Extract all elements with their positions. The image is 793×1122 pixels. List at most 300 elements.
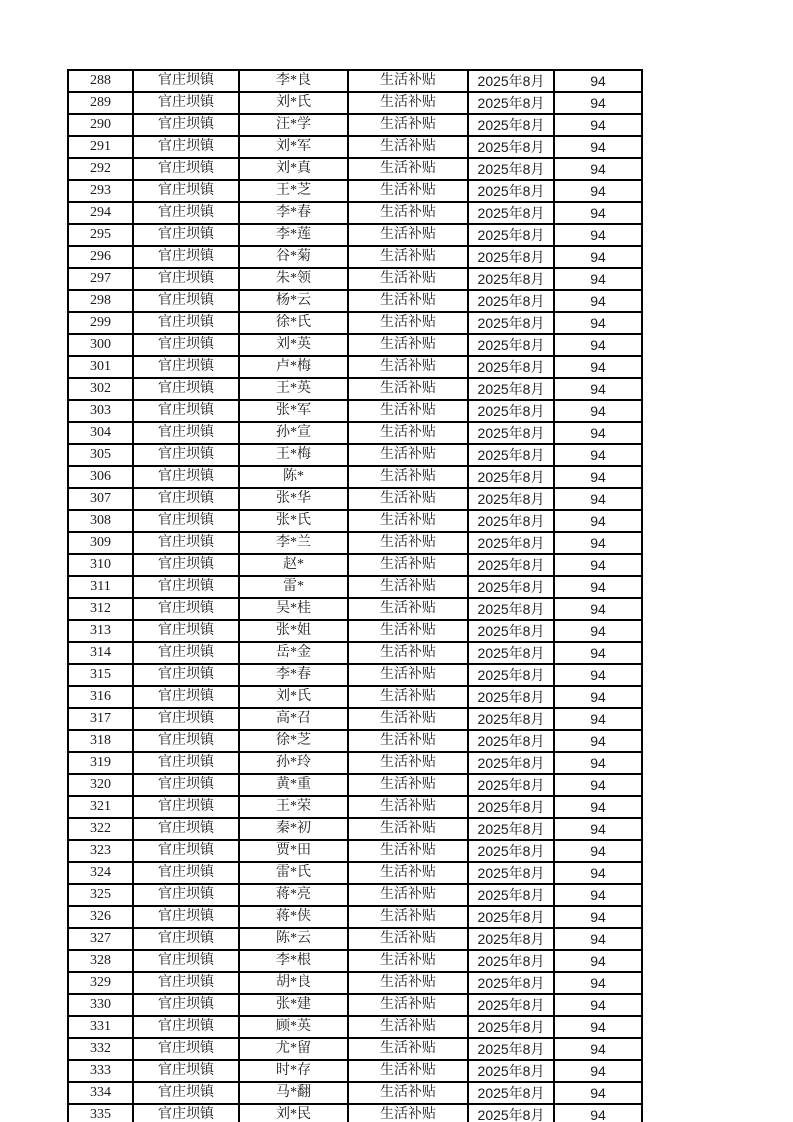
amount-cell: 94 [554, 400, 642, 422]
seq-cell: 302 [68, 378, 133, 400]
name-cell: 孙*玲 [239, 752, 348, 774]
seq-cell: 289 [68, 92, 133, 114]
month-cell: 2025年8月 [468, 884, 554, 906]
amount-cell: 94 [554, 378, 642, 400]
seq-cell: 322 [68, 818, 133, 840]
amount-cell: 94 [554, 840, 642, 862]
name-cell: 李*春 [239, 664, 348, 686]
seq-cell: 301 [68, 356, 133, 378]
name-cell: 李*春 [239, 202, 348, 224]
table-row [68, 906, 642, 928]
town-cell: 官庄坝镇 [133, 862, 239, 884]
amount-cell: 94 [554, 466, 642, 488]
subsidy-table [67, 69, 643, 1122]
name-cell: 刘*英 [239, 334, 348, 356]
table-row [68, 950, 642, 972]
month-cell: 2025年8月 [468, 378, 554, 400]
table-row [68, 818, 642, 840]
town-cell: 官庄坝镇 [133, 488, 239, 510]
town-cell: 官庄坝镇 [133, 774, 239, 796]
month-cell: 2025年8月 [468, 466, 554, 488]
subsidy_type-cell: 生活补贴 [348, 686, 468, 708]
seq-cell: 320 [68, 774, 133, 796]
name-cell: 陈*云 [239, 928, 348, 950]
month-cell: 2025年8月 [468, 70, 554, 92]
town-cell: 官庄坝镇 [133, 290, 239, 312]
amount-cell: 94 [554, 422, 642, 444]
name-cell: 时*存 [239, 1060, 348, 1082]
town-cell: 官庄坝镇 [133, 620, 239, 642]
amount-cell: 94 [554, 796, 642, 818]
town-cell: 官庄坝镇 [133, 444, 239, 466]
table-row [68, 928, 642, 950]
seq-cell: 317 [68, 708, 133, 730]
table-row [68, 1016, 642, 1038]
subsidy_type-cell: 生活补贴 [348, 950, 468, 972]
seq-cell: 311 [68, 576, 133, 598]
subsidy_type-cell: 生活补贴 [348, 246, 468, 268]
seq-cell: 305 [68, 444, 133, 466]
name-cell: 刘*真 [239, 158, 348, 180]
subsidy_type-cell: 生活补贴 [348, 972, 468, 994]
amount-cell: 94 [554, 686, 642, 708]
month-cell: 2025年8月 [468, 818, 554, 840]
table-row [68, 1104, 642, 1122]
table-row [68, 708, 642, 730]
month-cell: 2025年8月 [468, 642, 554, 664]
name-cell: 蒋*侠 [239, 906, 348, 928]
amount-cell: 94 [554, 488, 642, 510]
name-cell: 秦*初 [239, 818, 348, 840]
name-cell: 张*氏 [239, 510, 348, 532]
name-cell: 徐*芝 [239, 730, 348, 752]
town-cell: 官庄坝镇 [133, 466, 239, 488]
amount-cell: 94 [554, 246, 642, 268]
amount-cell: 94 [554, 510, 642, 532]
amount-cell: 94 [554, 444, 642, 466]
month-cell: 2025年8月 [468, 598, 554, 620]
table-row [68, 268, 642, 290]
town-cell: 官庄坝镇 [133, 356, 239, 378]
table-row [68, 378, 642, 400]
amount-cell: 94 [554, 554, 642, 576]
subsidy_type-cell: 生活补贴 [348, 202, 468, 224]
table-row [68, 70, 642, 92]
town-cell: 官庄坝镇 [133, 1104, 239, 1122]
name-cell: 杨*云 [239, 290, 348, 312]
month-cell: 2025年8月 [468, 664, 554, 686]
town-cell: 官庄坝镇 [133, 246, 239, 268]
month-cell: 2025年8月 [468, 532, 554, 554]
name-cell: 雷* [239, 576, 348, 598]
amount-cell: 94 [554, 620, 642, 642]
month-cell: 2025年8月 [468, 114, 554, 136]
town-cell: 官庄坝镇 [133, 994, 239, 1016]
amount-cell: 94 [554, 818, 642, 840]
name-cell: 贾*田 [239, 840, 348, 862]
table-row [68, 994, 642, 1016]
amount-cell: 94 [554, 202, 642, 224]
month-cell: 2025年8月 [468, 1016, 554, 1038]
town-cell: 官庄坝镇 [133, 334, 239, 356]
subsidy_type-cell: 生活补贴 [348, 730, 468, 752]
subsidy_type-cell: 生活补贴 [348, 92, 468, 114]
town-cell: 官庄坝镇 [133, 180, 239, 202]
amount-cell: 94 [554, 708, 642, 730]
amount-cell: 94 [554, 906, 642, 928]
subsidy_type-cell: 生活补贴 [348, 488, 468, 510]
seq-cell: 333 [68, 1060, 133, 1082]
month-cell: 2025年8月 [468, 774, 554, 796]
town-cell: 官庄坝镇 [133, 1060, 239, 1082]
amount-cell: 94 [554, 1060, 642, 1082]
town-cell: 官庄坝镇 [133, 1082, 239, 1104]
name-cell: 蒋*亮 [239, 884, 348, 906]
town-cell: 官庄坝镇 [133, 158, 239, 180]
name-cell: 张*华 [239, 488, 348, 510]
month-cell: 2025年8月 [468, 708, 554, 730]
subsidy_type-cell: 生活补贴 [348, 70, 468, 92]
town-cell: 官庄坝镇 [133, 664, 239, 686]
seq-cell: 318 [68, 730, 133, 752]
town-cell: 官庄坝镇 [133, 972, 239, 994]
amount-cell: 94 [554, 1082, 642, 1104]
seq-cell: 319 [68, 752, 133, 774]
table-row [68, 730, 642, 752]
name-cell: 王*英 [239, 378, 348, 400]
name-cell: 胡*良 [239, 972, 348, 994]
name-cell: 李*良 [239, 70, 348, 92]
name-cell: 张*军 [239, 400, 348, 422]
table-row [68, 686, 642, 708]
subsidy_type-cell: 生活补贴 [348, 1082, 468, 1104]
town-cell: 官庄坝镇 [133, 224, 239, 246]
name-cell: 朱*领 [239, 268, 348, 290]
table-row [68, 532, 642, 554]
month-cell: 2025年8月 [468, 1104, 554, 1122]
seq-cell: 323 [68, 840, 133, 862]
amount-cell: 94 [554, 158, 642, 180]
month-cell: 2025年8月 [468, 334, 554, 356]
month-cell: 2025年8月 [468, 1038, 554, 1060]
amount-cell: 94 [554, 224, 642, 246]
table-row [68, 840, 642, 862]
amount-cell: 94 [554, 730, 642, 752]
amount-cell: 94 [554, 136, 642, 158]
subsidy_type-cell: 生活补贴 [348, 268, 468, 290]
town-cell: 官庄坝镇 [133, 906, 239, 928]
amount-cell: 94 [554, 928, 642, 950]
subsidy_type-cell: 生活补贴 [348, 444, 468, 466]
seq-cell: 307 [68, 488, 133, 510]
seq-cell: 324 [68, 862, 133, 884]
subsidy_type-cell: 生活补贴 [348, 796, 468, 818]
town-cell: 官庄坝镇 [133, 70, 239, 92]
month-cell: 2025年8月 [468, 136, 554, 158]
name-cell: 刘*氏 [239, 92, 348, 114]
name-cell: 汪*学 [239, 114, 348, 136]
month-cell: 2025年8月 [468, 862, 554, 884]
month-cell: 2025年8月 [468, 796, 554, 818]
seq-cell: 303 [68, 400, 133, 422]
month-cell: 2025年8月 [468, 620, 554, 642]
subsidy_type-cell: 生活补贴 [348, 620, 468, 642]
name-cell: 刘*军 [239, 136, 348, 158]
subsidy_type-cell: 生活补贴 [348, 752, 468, 774]
subsidy_type-cell: 生活补贴 [348, 378, 468, 400]
table-row [68, 246, 642, 268]
month-cell: 2025年8月 [468, 202, 554, 224]
name-cell: 卢*梅 [239, 356, 348, 378]
name-cell: 王*梅 [239, 444, 348, 466]
amount-cell: 94 [554, 268, 642, 290]
seq-cell: 316 [68, 686, 133, 708]
name-cell: 张*建 [239, 994, 348, 1016]
town-cell: 官庄坝镇 [133, 686, 239, 708]
table-row [68, 576, 642, 598]
subsidy_type-cell: 生活补贴 [348, 510, 468, 532]
month-cell: 2025年8月 [468, 840, 554, 862]
month-cell: 2025年8月 [468, 312, 554, 334]
table-row [68, 400, 642, 422]
seq-cell: 299 [68, 312, 133, 334]
month-cell: 2025年8月 [468, 444, 554, 466]
name-cell: 王*芝 [239, 180, 348, 202]
town-cell: 官庄坝镇 [133, 818, 239, 840]
town-cell: 官庄坝镇 [133, 642, 239, 664]
town-cell: 官庄坝镇 [133, 708, 239, 730]
seq-cell: 306 [68, 466, 133, 488]
amount-cell: 94 [554, 950, 642, 972]
town-cell: 官庄坝镇 [133, 378, 239, 400]
table-row [68, 422, 642, 444]
amount-cell: 94 [554, 642, 642, 664]
town-cell: 官庄坝镇 [133, 114, 239, 136]
table-row [68, 334, 642, 356]
town-cell: 官庄坝镇 [133, 136, 239, 158]
month-cell: 2025年8月 [468, 752, 554, 774]
amount-cell: 94 [554, 92, 642, 114]
table-row [68, 598, 642, 620]
name-cell: 岳*金 [239, 642, 348, 664]
month-cell: 2025年8月 [468, 554, 554, 576]
seq-cell: 314 [68, 642, 133, 664]
town-cell: 官庄坝镇 [133, 1016, 239, 1038]
subsidy_type-cell: 生活补贴 [348, 180, 468, 202]
subsidy_type-cell: 生活补贴 [348, 422, 468, 444]
subsidy_type-cell: 生活补贴 [348, 114, 468, 136]
subsidy_type-cell: 生活补贴 [348, 1060, 468, 1082]
seq-cell: 332 [68, 1038, 133, 1060]
table-row [68, 114, 642, 136]
subsidy_type-cell: 生活补贴 [348, 1016, 468, 1038]
town-cell: 官庄坝镇 [133, 884, 239, 906]
town-cell: 官庄坝镇 [133, 598, 239, 620]
subsidy_type-cell: 生活补贴 [348, 1104, 468, 1122]
table-row [68, 510, 642, 532]
town-cell: 官庄坝镇 [133, 730, 239, 752]
name-cell: 黄*重 [239, 774, 348, 796]
table-row [68, 444, 642, 466]
town-cell: 官庄坝镇 [133, 202, 239, 224]
seq-cell: 290 [68, 114, 133, 136]
subsidy_type-cell: 生活补贴 [348, 664, 468, 686]
amount-cell: 94 [554, 180, 642, 202]
table-row [68, 158, 642, 180]
subsidy_type-cell: 生活补贴 [348, 598, 468, 620]
table-row [68, 312, 642, 334]
month-cell: 2025年8月 [468, 92, 554, 114]
amount-cell: 94 [554, 290, 642, 312]
seq-cell: 335 [68, 1104, 133, 1122]
table-row [68, 466, 642, 488]
table-row [68, 1038, 642, 1060]
town-cell: 官庄坝镇 [133, 268, 239, 290]
month-cell: 2025年8月 [468, 356, 554, 378]
name-cell: 赵* [239, 554, 348, 576]
month-cell: 2025年8月 [468, 158, 554, 180]
name-cell: 李*根 [239, 950, 348, 972]
amount-cell: 94 [554, 598, 642, 620]
town-cell: 官庄坝镇 [133, 752, 239, 774]
seq-cell: 298 [68, 290, 133, 312]
amount-cell: 94 [554, 664, 642, 686]
town-cell: 官庄坝镇 [133, 92, 239, 114]
month-cell: 2025年8月 [468, 488, 554, 510]
town-cell: 官庄坝镇 [133, 840, 239, 862]
subsidy_type-cell: 生活补贴 [348, 928, 468, 950]
month-cell: 2025年8月 [468, 400, 554, 422]
month-cell: 2025年8月 [468, 730, 554, 752]
amount-cell: 94 [554, 576, 642, 598]
town-cell: 官庄坝镇 [133, 950, 239, 972]
amount-cell: 94 [554, 752, 642, 774]
month-cell: 2025年8月 [468, 950, 554, 972]
seq-cell: 295 [68, 224, 133, 246]
table-row [68, 136, 642, 158]
amount-cell: 94 [554, 972, 642, 994]
seq-cell: 309 [68, 532, 133, 554]
subsidy_type-cell: 生活补贴 [348, 466, 468, 488]
subsidy_type-cell: 生活补贴 [348, 862, 468, 884]
town-cell: 官庄坝镇 [133, 312, 239, 334]
table-row [68, 92, 642, 114]
name-cell: 刘*民 [239, 1104, 348, 1122]
subsidy_type-cell: 生活补贴 [348, 136, 468, 158]
seq-cell: 328 [68, 950, 133, 972]
name-cell: 陈* [239, 466, 348, 488]
subsidy_type-cell: 生活补贴 [348, 334, 468, 356]
subsidy_type-cell: 生活补贴 [348, 224, 468, 246]
town-cell: 官庄坝镇 [133, 510, 239, 532]
seq-cell: 296 [68, 246, 133, 268]
table-row [68, 224, 642, 246]
subsidy_type-cell: 生活补贴 [348, 708, 468, 730]
seq-cell: 288 [68, 70, 133, 92]
town-cell: 官庄坝镇 [133, 1038, 239, 1060]
amount-cell: 94 [554, 774, 642, 796]
month-cell: 2025年8月 [468, 928, 554, 950]
subsidy_type-cell: 生活补贴 [348, 532, 468, 554]
seq-cell: 329 [68, 972, 133, 994]
table-row [68, 1082, 642, 1104]
seq-cell: 308 [68, 510, 133, 532]
seq-cell: 325 [68, 884, 133, 906]
table-row [68, 356, 642, 378]
name-cell: 李*兰 [239, 532, 348, 554]
seq-cell: 327 [68, 928, 133, 950]
town-cell: 官庄坝镇 [133, 796, 239, 818]
name-cell: 李*莲 [239, 224, 348, 246]
subsidy_type-cell: 生活补贴 [348, 400, 468, 422]
subsidy_type-cell: 生活补贴 [348, 884, 468, 906]
name-cell: 马*翻 [239, 1082, 348, 1104]
month-cell: 2025年8月 [468, 906, 554, 928]
name-cell: 吴*桂 [239, 598, 348, 620]
town-cell: 官庄坝镇 [133, 928, 239, 950]
amount-cell: 94 [554, 334, 642, 356]
subsidy_type-cell: 生活补贴 [348, 554, 468, 576]
table-row [68, 884, 642, 906]
seq-cell: 315 [68, 664, 133, 686]
subsidy_type-cell: 生活补贴 [348, 840, 468, 862]
seq-cell: 313 [68, 620, 133, 642]
seq-cell: 334 [68, 1082, 133, 1104]
amount-cell: 94 [554, 1016, 642, 1038]
table-row [68, 620, 642, 642]
month-cell: 2025年8月 [468, 224, 554, 246]
subsidy_type-cell: 生活补贴 [348, 576, 468, 598]
amount-cell: 94 [554, 312, 642, 334]
table-row [68, 1060, 642, 1082]
table-row [68, 554, 642, 576]
seq-cell: 294 [68, 202, 133, 224]
town-cell: 官庄坝镇 [133, 400, 239, 422]
amount-cell: 94 [554, 70, 642, 92]
month-cell: 2025年8月 [468, 510, 554, 532]
name-cell: 谷*菊 [239, 246, 348, 268]
table-row [68, 180, 642, 202]
table-row [68, 642, 642, 664]
name-cell: 尤*留 [239, 1038, 348, 1060]
table-row [68, 796, 642, 818]
table-row [68, 752, 642, 774]
subsidy_type-cell: 生活补贴 [348, 774, 468, 796]
seq-cell: 310 [68, 554, 133, 576]
month-cell: 2025年8月 [468, 1082, 554, 1104]
name-cell: 刘*氏 [239, 686, 348, 708]
name-cell: 顾*英 [239, 1016, 348, 1038]
amount-cell: 94 [554, 532, 642, 554]
amount-cell: 94 [554, 114, 642, 136]
subsidy_type-cell: 生活补贴 [348, 642, 468, 664]
amount-cell: 94 [554, 1038, 642, 1060]
name-cell: 雷*氏 [239, 862, 348, 884]
name-cell: 徐*氏 [239, 312, 348, 334]
table-row [68, 664, 642, 686]
month-cell: 2025年8月 [468, 246, 554, 268]
table-row [68, 290, 642, 312]
table-row [68, 202, 642, 224]
name-cell: 张*姐 [239, 620, 348, 642]
town-cell: 官庄坝镇 [133, 422, 239, 444]
month-cell: 2025年8月 [468, 686, 554, 708]
seq-cell: 300 [68, 334, 133, 356]
month-cell: 2025年8月 [468, 994, 554, 1016]
seq-cell: 312 [68, 598, 133, 620]
subsidy_type-cell: 生活补贴 [348, 312, 468, 334]
subsidy_type-cell: 生活补贴 [348, 818, 468, 840]
